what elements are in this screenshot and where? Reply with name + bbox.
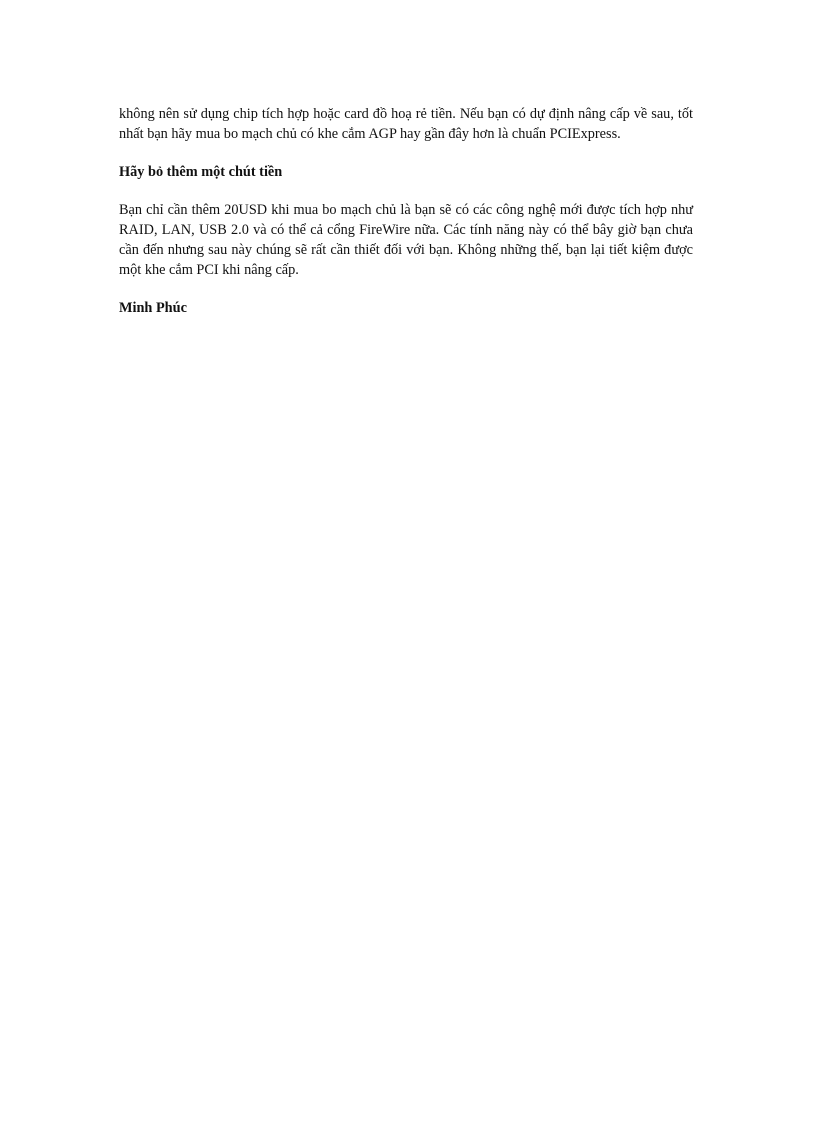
- author-name: Minh Phúc: [119, 300, 187, 316]
- paragraph-body: Bạn chỉ cần thêm 20USD khi mua bo mạch chủ là bạn sẽ có các công nghệ mới được tích hợp như RAID, LAN, USB 2.0 và có thể cả cổng FireWire nữa. Các tính năng này có thể bây giờ bạn chưa cần đến nhưng sau này chúng sẽ rất cần thiết đối với bạn. Không những thế, bạn lại tiết kiệm được một khe cắm PCI khi nâng cấp.: [119, 202, 693, 278]
- section-heading: Hãy bỏ thêm một chút tiền: [119, 164, 283, 180]
- document-body: [119, 104, 693, 318]
- paragraph-continuation: không nên sử dụng chip tích hợp hoặc card đồ hoạ rẻ tiền. Nếu bạn có dự định nâng cấp về sau, tốt nhất bạn hãy mua bo mạch chủ có khe cắm AGP hay gần đây hơn là chuẩn PCIExpress.: [119, 106, 693, 142]
